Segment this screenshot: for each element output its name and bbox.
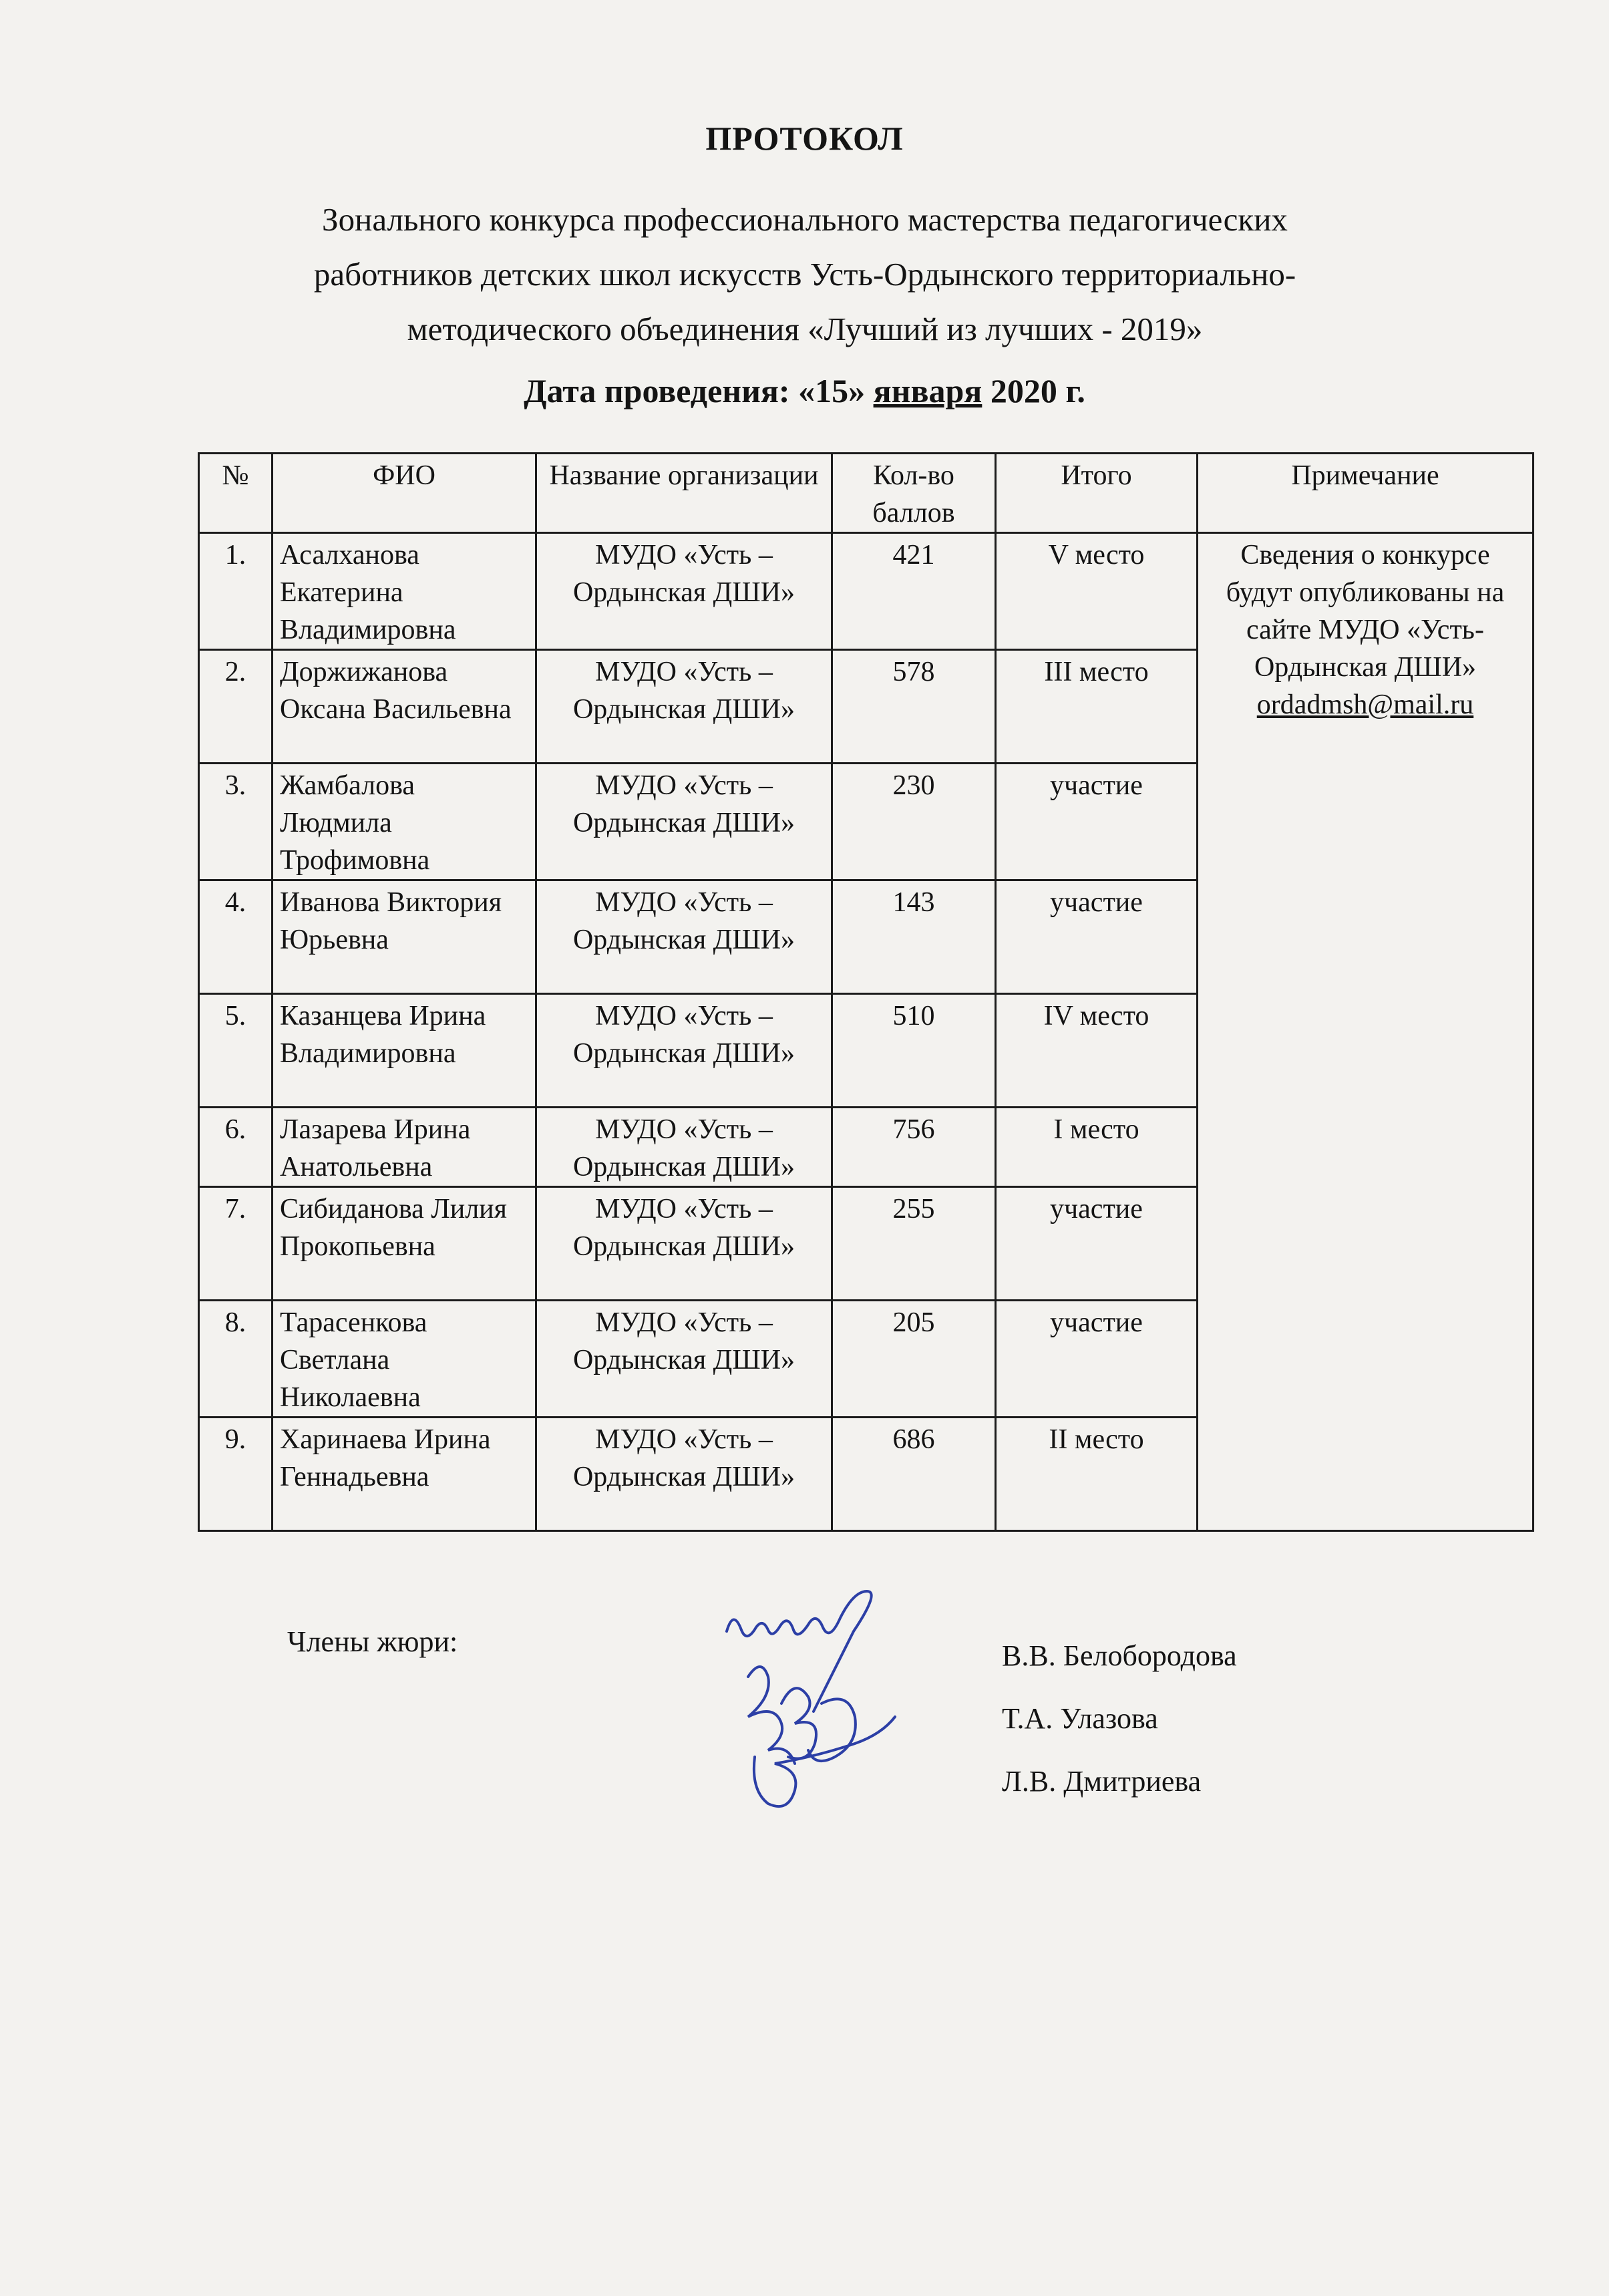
organization-name: МУДО «Усть – Ордынская ДШИ» [536,1187,832,1301]
result: участие [996,764,1198,880]
participant-name: Казанцева Ирина Владимировна [273,994,536,1108]
results-table [198,452,1534,1532]
row-number: 1. [199,533,273,650]
column-header-org: Название организации [536,454,832,533]
organization-name: МУДО «Усть – Ордынская ДШИ» [536,1418,832,1531]
participant-name: Иванова Виктория Юрьевна [273,880,536,994]
event-date-month: января [873,372,982,409]
score: 756 [832,1108,996,1187]
organization-name: МУДО «Усть – Ордынская ДШИ» [536,1301,832,1418]
participant-name: Сибиданова Лилия Прокопьевна [273,1187,536,1301]
organization-name: МУДО «Усть – Ордынская ДШИ» [536,764,832,880]
participant-name: Лазарева Ирина Анатольевна [273,1108,536,1187]
column-header-fio: ФИО [273,454,536,533]
jury-member: Т.А. Улазова [1002,1702,1158,1735]
score: 230 [832,764,996,880]
row-number: 6. [199,1108,273,1187]
row-number: 5. [199,994,273,1108]
table-row [199,533,1534,650]
result: участие [996,1187,1198,1301]
score: 143 [832,880,996,994]
result: участие [996,880,1198,994]
result: I место [996,1108,1198,1187]
document-title: ПРОТОКОЛ [705,120,904,157]
row-number: 2. [199,650,273,764]
jury-label: Члены жюри: [287,1625,458,1658]
score: 578 [832,650,996,764]
score: 686 [832,1418,996,1531]
jury-members [1002,1625,1237,1813]
participant-name: Жамбалова Людмила Трофимовна [273,764,536,880]
document-subtitle: Зонального конкурса профессионального мастерства педагогических работников детских школ искусств Усть-Ордынского территориально-методического объединения «Лучший из лучших - 2019» [313,201,1296,347]
result: IV место [996,994,1198,1108]
participant-name: Асалханова Екатерина Владимировна [273,533,536,650]
row-number: 9. [199,1418,273,1531]
score: 510 [832,994,996,1108]
jury-member: В.В. Белобородова [1002,1639,1237,1672]
row-number: 7. [199,1187,273,1301]
result: II место [996,1418,1198,1531]
row-number: 3. [199,764,273,880]
score: 421 [832,533,996,650]
jury-member: Л.В. Дмитриева [1002,1765,1202,1798]
row-number: 8. [199,1301,273,1418]
participant-name: Доржижанова Оксана Васильевна [273,650,536,764]
column-header-note: Примечание [1198,454,1534,533]
score: 205 [832,1301,996,1418]
result: III место [996,650,1198,764]
participant-name: Тарасенкова Светлана Николаевна [273,1301,536,1418]
column-header-result: Итого [996,454,1198,533]
result: V место [996,533,1198,650]
jury-signatures [708,1590,948,1830]
table-header-row [199,454,1534,533]
event-date-suffix: 2020 г. [982,372,1085,409]
event-date [0,371,1609,410]
score: 255 [832,1187,996,1301]
organization-name: МУДО «Усть – Ордынская ДШИ» [536,1108,832,1187]
organization-name: МУДО «Усть – Ордынская ДШИ» [536,650,832,764]
column-header-num: № [199,454,273,533]
column-header-score: Кол-во баллов [832,454,996,533]
organization-name: МУДО «Усть – Ордынская ДШИ» [536,994,832,1108]
note-cell [1198,533,1534,1531]
organization-name: МУДО «Усть – Ордынская ДШИ» [536,533,832,650]
result: участие [996,1301,1198,1418]
organization-name: МУДО «Усть – Ордынская ДШИ» [536,880,832,994]
participant-name: Харинаева Ирина Геннадьевна [273,1418,536,1531]
note-email-link[interactable]: ordadmsh@mail.ru [1256,689,1474,720]
table-body [199,533,1534,1531]
event-date-prefix: Дата проведения: «15» [524,372,874,409]
note-text: Сведения о конкурсе будут опубликованы на сайте МУДО «Усть-Ордынская ДШИ» [1226,540,1505,683]
row-number: 4. [199,880,273,994]
